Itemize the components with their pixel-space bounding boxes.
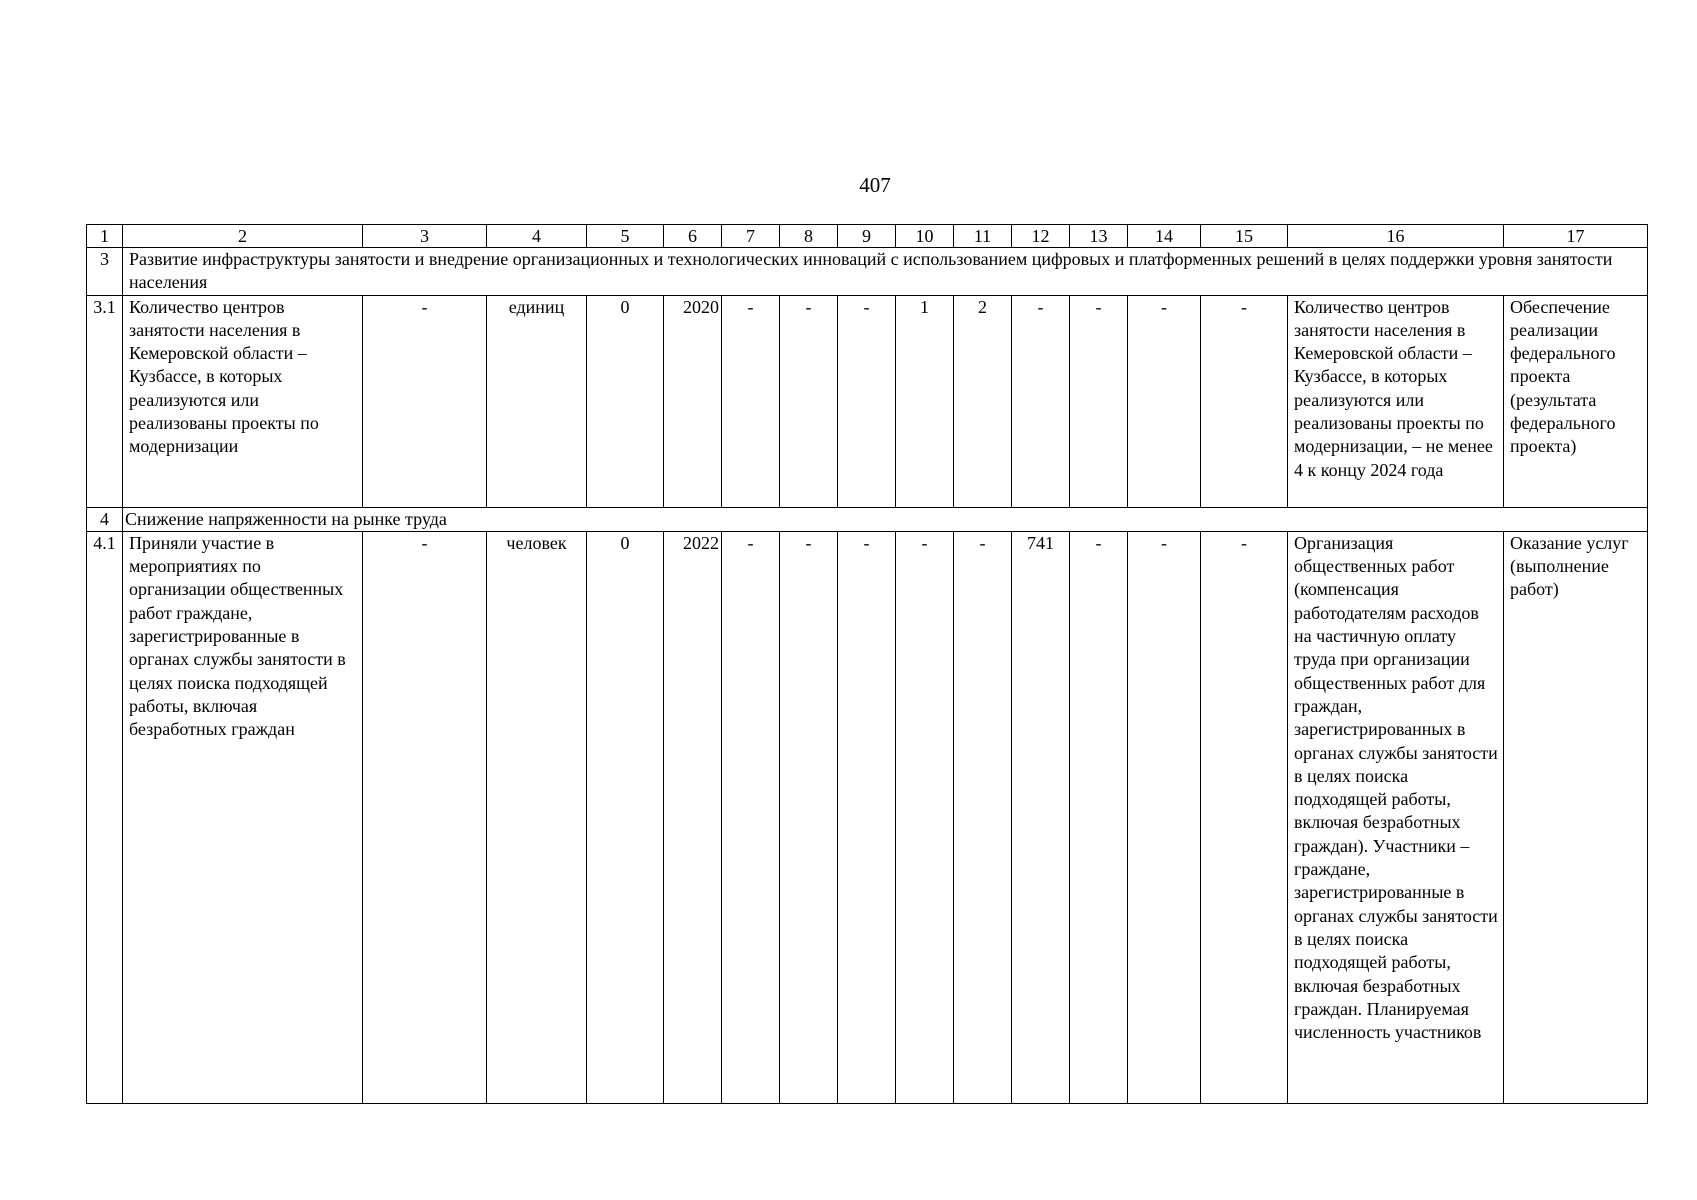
column-number-header: 3 — [363, 225, 487, 248]
table-cell: - — [722, 295, 780, 507]
table-cell: - — [896, 531, 954, 1103]
section-number: 3 — [87, 248, 123, 296]
indicator-name: Количество центров занятости населения в Кемеровской области – Кузбассе, в которых реализуются или реализованы проекты по модернизации — [123, 295, 363, 507]
section-title: Снижение напряженности на рынке труда — [123, 507, 1648, 531]
row-number: 4.1 — [87, 531, 123, 1103]
table-cell: - — [1070, 531, 1128, 1103]
column-number-header: 13 — [1070, 225, 1128, 248]
column-number-header: 11 — [954, 225, 1012, 248]
column-number-header: 7 — [722, 225, 780, 248]
unit-cell: единиц — [487, 295, 587, 507]
section-number: 4 — [87, 507, 123, 531]
table-cell: - — [1201, 295, 1288, 507]
page-number: 407 — [859, 173, 891, 197]
description-cell: Организация общественных работ (компенсация работодателям расходов на частичную оплату труда при организации общественных работ для граждан, зарегистрированных в органах службы занятости в целях поиска подходящей работы, включая безработных граждан). Участники – граждане, зарегистрированные в органах службы занятости в целях поиска подходящей работы, включая безработных граждан. Планируемая численность участников — [1288, 531, 1504, 1103]
base-value-cell: 0 — [587, 531, 664, 1103]
table-cell: - — [1070, 295, 1128, 507]
unit-cell: человек — [487, 531, 587, 1103]
section-row — [87, 507, 1648, 531]
table-cell: - — [838, 531, 896, 1103]
table-cell: - — [363, 295, 487, 507]
base-year-cell: 2020 — [664, 295, 722, 507]
column-number-header: 10 — [896, 225, 954, 248]
column-number-header: 4 — [487, 225, 587, 248]
table-cell: - — [1201, 531, 1288, 1103]
result-type-cell: Оказание услуг (выполнение работ) — [1504, 531, 1648, 1103]
indicators-table — [86, 224, 1648, 1104]
column-number-header: 15 — [1201, 225, 1288, 248]
column-number-header: 8 — [780, 225, 838, 248]
column-number-header: 12 — [1012, 225, 1070, 248]
table-cell: - — [722, 531, 780, 1103]
table-cell: - — [780, 295, 838, 507]
table-cell: 1 — [896, 295, 954, 507]
base-value-cell: 0 — [587, 295, 664, 507]
table-cell: - — [1012, 295, 1070, 507]
table-cell: - — [363, 531, 487, 1103]
base-year-cell: 2022 — [664, 531, 722, 1103]
section-row — [87, 248, 1648, 296]
column-number-header: 6 — [664, 225, 722, 248]
column-number-header: 16 — [1288, 225, 1504, 248]
column-number-header: 17 — [1504, 225, 1648, 248]
table-cell: - — [1128, 531, 1201, 1103]
table-cell: - — [954, 531, 1012, 1103]
indicator-name: Приняли участие в мероприятиях по организации общественных работ граждане, зарегистрированные в органах службы занятости в целях поиска подходящей работы, включая безработных граждан — [123, 531, 363, 1103]
column-number-header: 1 — [87, 225, 123, 248]
table-cell: - — [838, 295, 896, 507]
row-number: 3.1 — [87, 295, 123, 507]
table-cell: 741 — [1012, 531, 1070, 1103]
description-cell: Количество центров занятости населения в Кемеровской области – Кузбассе, в которых реализуются или реализованы проекты по модернизации, – не менее 4 к концу 2024 года — [1288, 295, 1504, 507]
table-cell: - — [1128, 295, 1201, 507]
column-number-header: 9 — [838, 225, 896, 248]
column-number-header: 5 — [587, 225, 664, 248]
column-number-header-row — [87, 225, 1648, 248]
result-type-cell: Обеспечение реализации федерального проекта (результата федерального проекта) — [1504, 295, 1648, 507]
table-cell: 2 — [954, 295, 1012, 507]
column-number-header: 14 — [1128, 225, 1201, 248]
table-row — [87, 295, 1648, 507]
column-number-header: 2 — [123, 225, 363, 248]
section-title: Развитие инфраструктуры занятости и внедрение организационных и технологических инноваций с использованием цифровых и платформенных решений в целях поддержки уровня занятости населения — [123, 248, 1648, 296]
table-row — [87, 531, 1648, 1103]
table-cell: - — [780, 531, 838, 1103]
